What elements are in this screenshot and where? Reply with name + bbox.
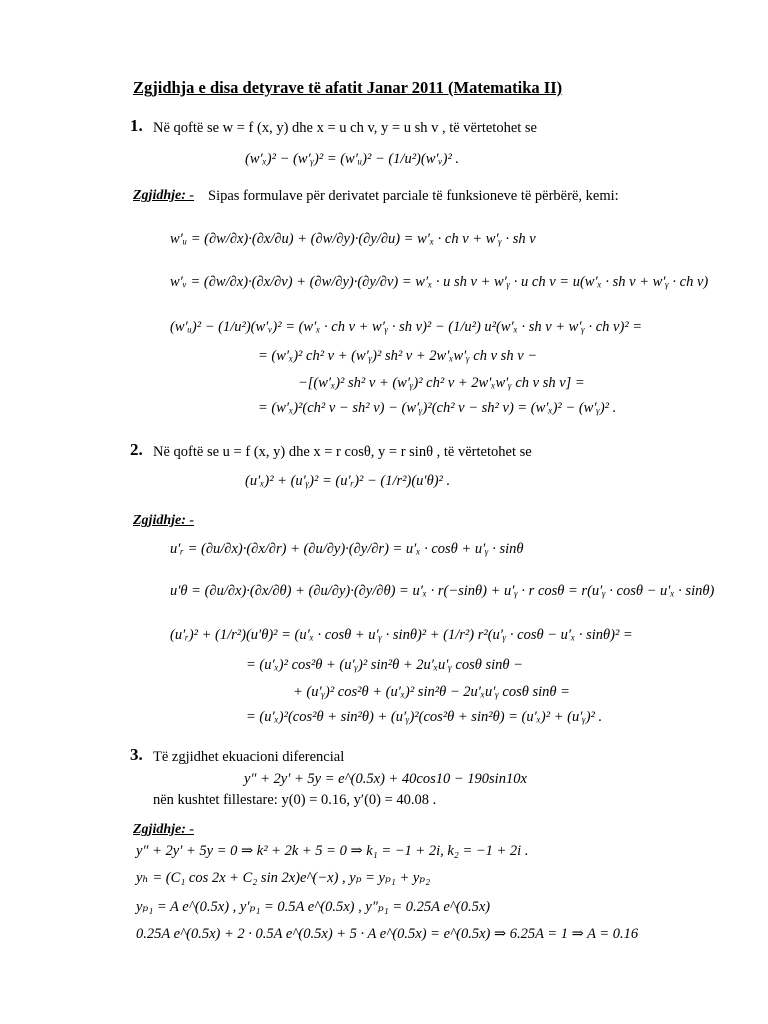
page-title: Zgjidhja e disa detyrave të afatit Janar 2011 (Matematika II) <box>133 78 563 97</box>
problem-2-claim: (u′ₓ)² + (u′ᵧ)² = (u′ᵣ)² − (1/r²)(u′θ)² . <box>245 473 451 489</box>
problem-3-equation: y″ + 2y′ + 5y = e^(0.5x) + 40cos10 − 190sin10x <box>244 771 527 787</box>
problem-2-step-6: = (u′ₓ)²(cos²θ + sin²θ) + (u′ᵧ)²(cos²θ + sin²θ) = (u′ₓ)² + (u′ᵧ)² . <box>246 709 603 725</box>
problem-2-step-3: (u′ᵣ)² + (1/r²)(u′θ)² = (u′ₓ · cosθ + u′ᵧ · sinθ)² + (1/r²) r²(u′ᵧ · cosθ − u′ₓ · sinθ)² = <box>170 627 633 643</box>
problem-3-number: 3. <box>130 745 143 764</box>
problem-1-claim: (w′ₓ)² − (w′ᵧ)² = (w′ᵤ)² − (1/u²)(w′ᵥ)² . <box>245 151 460 167</box>
problem-1-statement: Në qoftë se w = f (x, y) dhe x = u ch v, y = u sh v , të vërtetohet se <box>153 120 537 136</box>
problem-1-number: 1. <box>130 116 143 135</box>
problem-3-statement: Të zgjidhet ekuacioni diferencial <box>153 749 345 765</box>
problem-2-step-2: u′θ = (∂u/∂x)·(∂x/∂θ) + (∂u/∂y)·(∂y/∂θ) = u′ₓ · r(−sinθ) + u′ᵧ · r cosθ = r(u′ᵧ · cosθ − u′ₓ · sinθ) <box>170 583 715 599</box>
problem-2-step-4: = (u′ₓ)² cos²θ + (u′ᵧ)² sin²θ + 2u′ₓu′ᵧ cosθ sinθ − <box>246 657 523 673</box>
problem-2-step-5: + (u′ᵧ)² cos²θ + (u′ₓ)² sin²θ − 2u′ₓu′ᵧ cosθ sinθ = <box>293 684 570 700</box>
problem-1-step-2: w′ᵥ = (∂w/∂x)·(∂x/∂v) + (∂w/∂y)·(∂y/∂v) = w′ₓ · u sh v + w′ᵧ · u ch v = u(w′ₓ · sh v + w′ᵧ · ch v) <box>170 274 709 290</box>
problem-2-solution-label: Zgjidhje: - <box>133 513 195 528</box>
problem-3-step-4: 0.25A e^(0.5x) + 2 · 0.5A e^(0.5x) + 5 · A e^(0.5x) = e^(0.5x) ⇒ 6.25A = 1 ⇒ A = 0.16 <box>136 926 639 942</box>
problem-2-step-1: u′ᵣ = (∂u/∂x)·(∂x/∂r) + (∂u/∂y)·(∂y/∂r) = u′ₓ · cosθ + u′ᵧ · sinθ <box>170 541 524 557</box>
problem-1-step-6: = (w′ₓ)²(ch² v − sh² v) − (w′ᵧ)²(ch² v − sh² v) = (w′ₓ)² − (w′ᵧ)² . <box>258 400 617 416</box>
problem-2-statement: Në qoftë se u = f (x, y) dhe x = r cosθ, y = r sinθ , të vërtetohet se <box>153 444 532 460</box>
problem-1-solution-intro: Sipas formulave për derivatet parciale të funksioneve të përbërë, kemi: <box>208 188 619 204</box>
problem-1-step-4: = (w′ₓ)² ch² v + (w′ᵧ)² sh² v + 2w′ₓw′ᵧ ch v sh v − <box>258 348 538 364</box>
problem-3-conditions: nën kushtet fillestare: y(0) = 0.16, y′(0) = 40.08 . <box>153 792 437 808</box>
problem-3-step-2: yₕ = (C₁ cos 2x + C₂ sin 2x)e^(−x) , yₚ = yₚ₁ + yₚ₂ <box>136 870 431 886</box>
problem-2-number: 2. <box>130 440 143 459</box>
problem-3-solution-label: Zgjidhje: - <box>133 822 195 837</box>
problem-1-solution-label: Zgjidhje: - <box>133 188 195 203</box>
problem-1-step-1: w′ᵤ = (∂w/∂x)·(∂x/∂u) + (∂w/∂y)·(∂y/∂u) = w′ₓ · ch v + w′ᵧ · sh v <box>170 231 536 247</box>
problem-3-step-1: y″ + 2y′ + 5y = 0 ⇒ k² + 2k + 5 = 0 ⇒ k₁ = −1 + 2i, k₂ = −1 + 2i . <box>136 843 529 859</box>
problem-1-step-5: −[(w′ₓ)² sh² v + (w′ᵧ)² ch² v + 2w′ₓw′ᵧ ch v sh v] = <box>298 375 585 391</box>
problem-3-step-3: yₚ₁ = A e^(0.5x) , y′ₚ₁ = 0.5A e^(0.5x) , y″ₚ₁ = 0.25A e^(0.5x) <box>136 899 491 915</box>
problem-1-step-3: (w′ᵤ)² − (1/u²)(w′ᵥ)² = (w′ₓ · ch v + w′ᵧ · sh v)² − (1/u²) u²(w′ₓ · sh v + w′ᵧ · ch v)² = <box>170 319 643 335</box>
